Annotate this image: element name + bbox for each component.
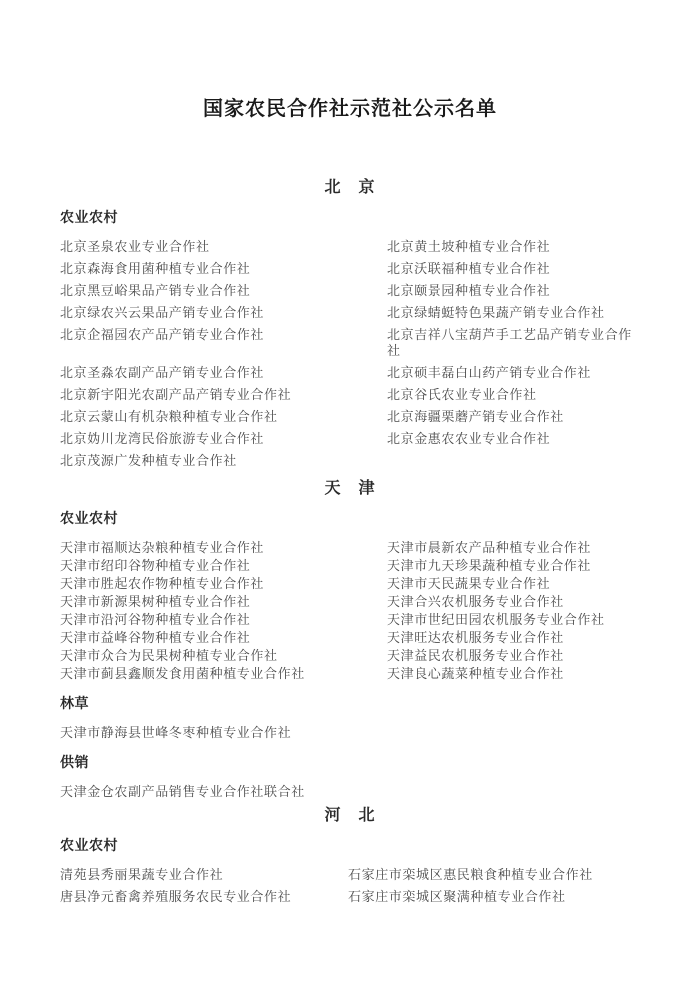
category-heading: 农业农村	[60, 839, 118, 854]
cooperative-name: 北京谷氏农业专业合作社	[387, 387, 537, 402]
list-column-left	[60, 784, 387, 802]
cooperative-name: 北京云蒙山有机杂粮种植专业合作社	[60, 409, 278, 424]
cooperative-list-group	[60, 239, 660, 365]
cooperative-name: 石家庄市栾城区聚满种植专业合作社	[348, 889, 566, 904]
cooperative-name: 北京妫川龙湾民俗旅游专业合作社	[60, 431, 265, 446]
cooperative-name: 天津市益峰谷物种植专业合作社	[60, 630, 251, 645]
cooperative-name: 天津市晨新农产品种植专业合作社	[387, 540, 592, 555]
category-heading: 林草	[60, 697, 89, 712]
cooperative-name: 天津良心蔬菜种植专业合作社	[387, 666, 564, 681]
cooperative-name: 天津合兴农机服务专业合作社	[387, 594, 564, 609]
cooperative-name: 天津市世纪田园农机服务专业合作社	[387, 612, 605, 627]
cooperative-name: 北京吉祥八宝葫芦手工艺品产销专业合作社	[387, 327, 632, 358]
cooperative-name: 唐县净元畜禽养殖服务农民专业合作社	[60, 889, 292, 904]
list-column-left	[60, 540, 387, 684]
province-section	[0, 479, 700, 802]
cooperative-name: 清苑县秀丽果蔬专业合作社	[60, 867, 224, 882]
cooperative-name: 石家庄市栾城区惠民粮食种植专业合作社	[348, 867, 593, 882]
cooperative-list-group	[60, 365, 660, 475]
cooperative-list-group	[60, 540, 660, 684]
cooperative-name: 北京圣泉农业专业合作社	[60, 239, 210, 254]
list-column-right	[387, 725, 637, 743]
list-column-right	[387, 540, 637, 684]
cooperative-name: 天津旺达农机服务专业合作社	[387, 630, 564, 645]
cooperative-name: 天津市胜起农作物种植专业合作社	[60, 576, 265, 591]
list-column-left	[60, 365, 387, 475]
category-heading: 农业农村	[60, 512, 118, 527]
cooperative-name: 北京森海食用菌种植专业合作社	[60, 261, 251, 276]
cooperative-name: 北京沃联福种植专业合作社	[387, 261, 551, 276]
province-section	[0, 806, 700, 911]
cooperative-name: 北京企福园农产品产销专业合作社	[60, 327, 265, 342]
list-column-left	[60, 867, 348, 911]
cooperative-name: 天津市众合为民果树种植专业合作社	[60, 648, 278, 663]
list-column-right	[387, 239, 637, 365]
cooperative-name: 北京海疆栗蘑产销专业合作社	[387, 409, 564, 424]
list-column-right	[348, 867, 618, 911]
cooperative-name: 北京茂源广发种植专业合作社	[60, 453, 237, 468]
cooperative-name: 北京硕丰磊白山药产销专业合作社	[387, 365, 592, 380]
cooperative-name: 北京黄土坡种植专业合作社	[387, 239, 551, 254]
cooperative-name: 天津市九天珍果蔬种植专业合作社	[387, 558, 592, 573]
cooperative-name: 北京绿蜻蜓特色果蔬产销专业合作社	[387, 305, 605, 320]
cooperative-name: 天津市蓟县鑫顺发食用菌种植专业合作社	[60, 666, 305, 681]
list-column-right	[387, 784, 637, 802]
category-heading: 农业农村	[60, 211, 118, 226]
cooperative-name: 天津市福顺达杂粮种植专业合作社	[60, 540, 265, 555]
cooperative-name: 北京新宇阳光农副产品产销专业合作社	[60, 387, 292, 402]
province-heading: 河 北	[324, 807, 376, 824]
category-heading: 供销	[60, 756, 89, 771]
cooperative-name: 北京金惠农农业专业合作社	[387, 431, 551, 446]
cooperative-name: 天津市天民蔬果专业合作社	[387, 576, 551, 591]
cooperative-name: 天津市静海县世峰冬枣种植专业合作社	[60, 725, 292, 740]
cooperative-name: 北京圣淼农副产品产销专业合作社	[60, 365, 265, 380]
list-column-left	[60, 239, 387, 365]
cooperative-name: 北京颐景园种植专业合作社	[387, 283, 551, 298]
cooperative-name: 天津益民农机服务专业合作社	[387, 648, 564, 663]
list-column-left	[60, 725, 387, 743]
cooperative-list-group	[60, 784, 660, 802]
cooperative-name: 北京绿农兴云果品产销专业合作社	[60, 305, 265, 320]
cooperative-name: 天津市绍印谷物种植专业合作社	[60, 558, 251, 573]
province-heading: 天 津	[324, 480, 376, 497]
sections-container	[0, 178, 700, 911]
cooperative-name: 天津市沿河谷物种植专业合作社	[60, 612, 251, 627]
cooperative-name: 天津金仓农副产品销售专业合作社联合社	[60, 784, 305, 799]
cooperative-list-group	[60, 867, 660, 911]
document-title: 国家农民合作社示范社公示名单	[203, 98, 497, 120]
province-heading: 北 京	[324, 179, 376, 196]
cooperative-name: 天津市新源果树种植专业合作社	[60, 594, 251, 609]
list-column-right	[387, 365, 637, 475]
cooperative-list-group	[60, 725, 660, 743]
province-section	[0, 178, 700, 475]
cooperative-name: 北京黑豆峪果品产销专业合作社	[60, 283, 251, 298]
